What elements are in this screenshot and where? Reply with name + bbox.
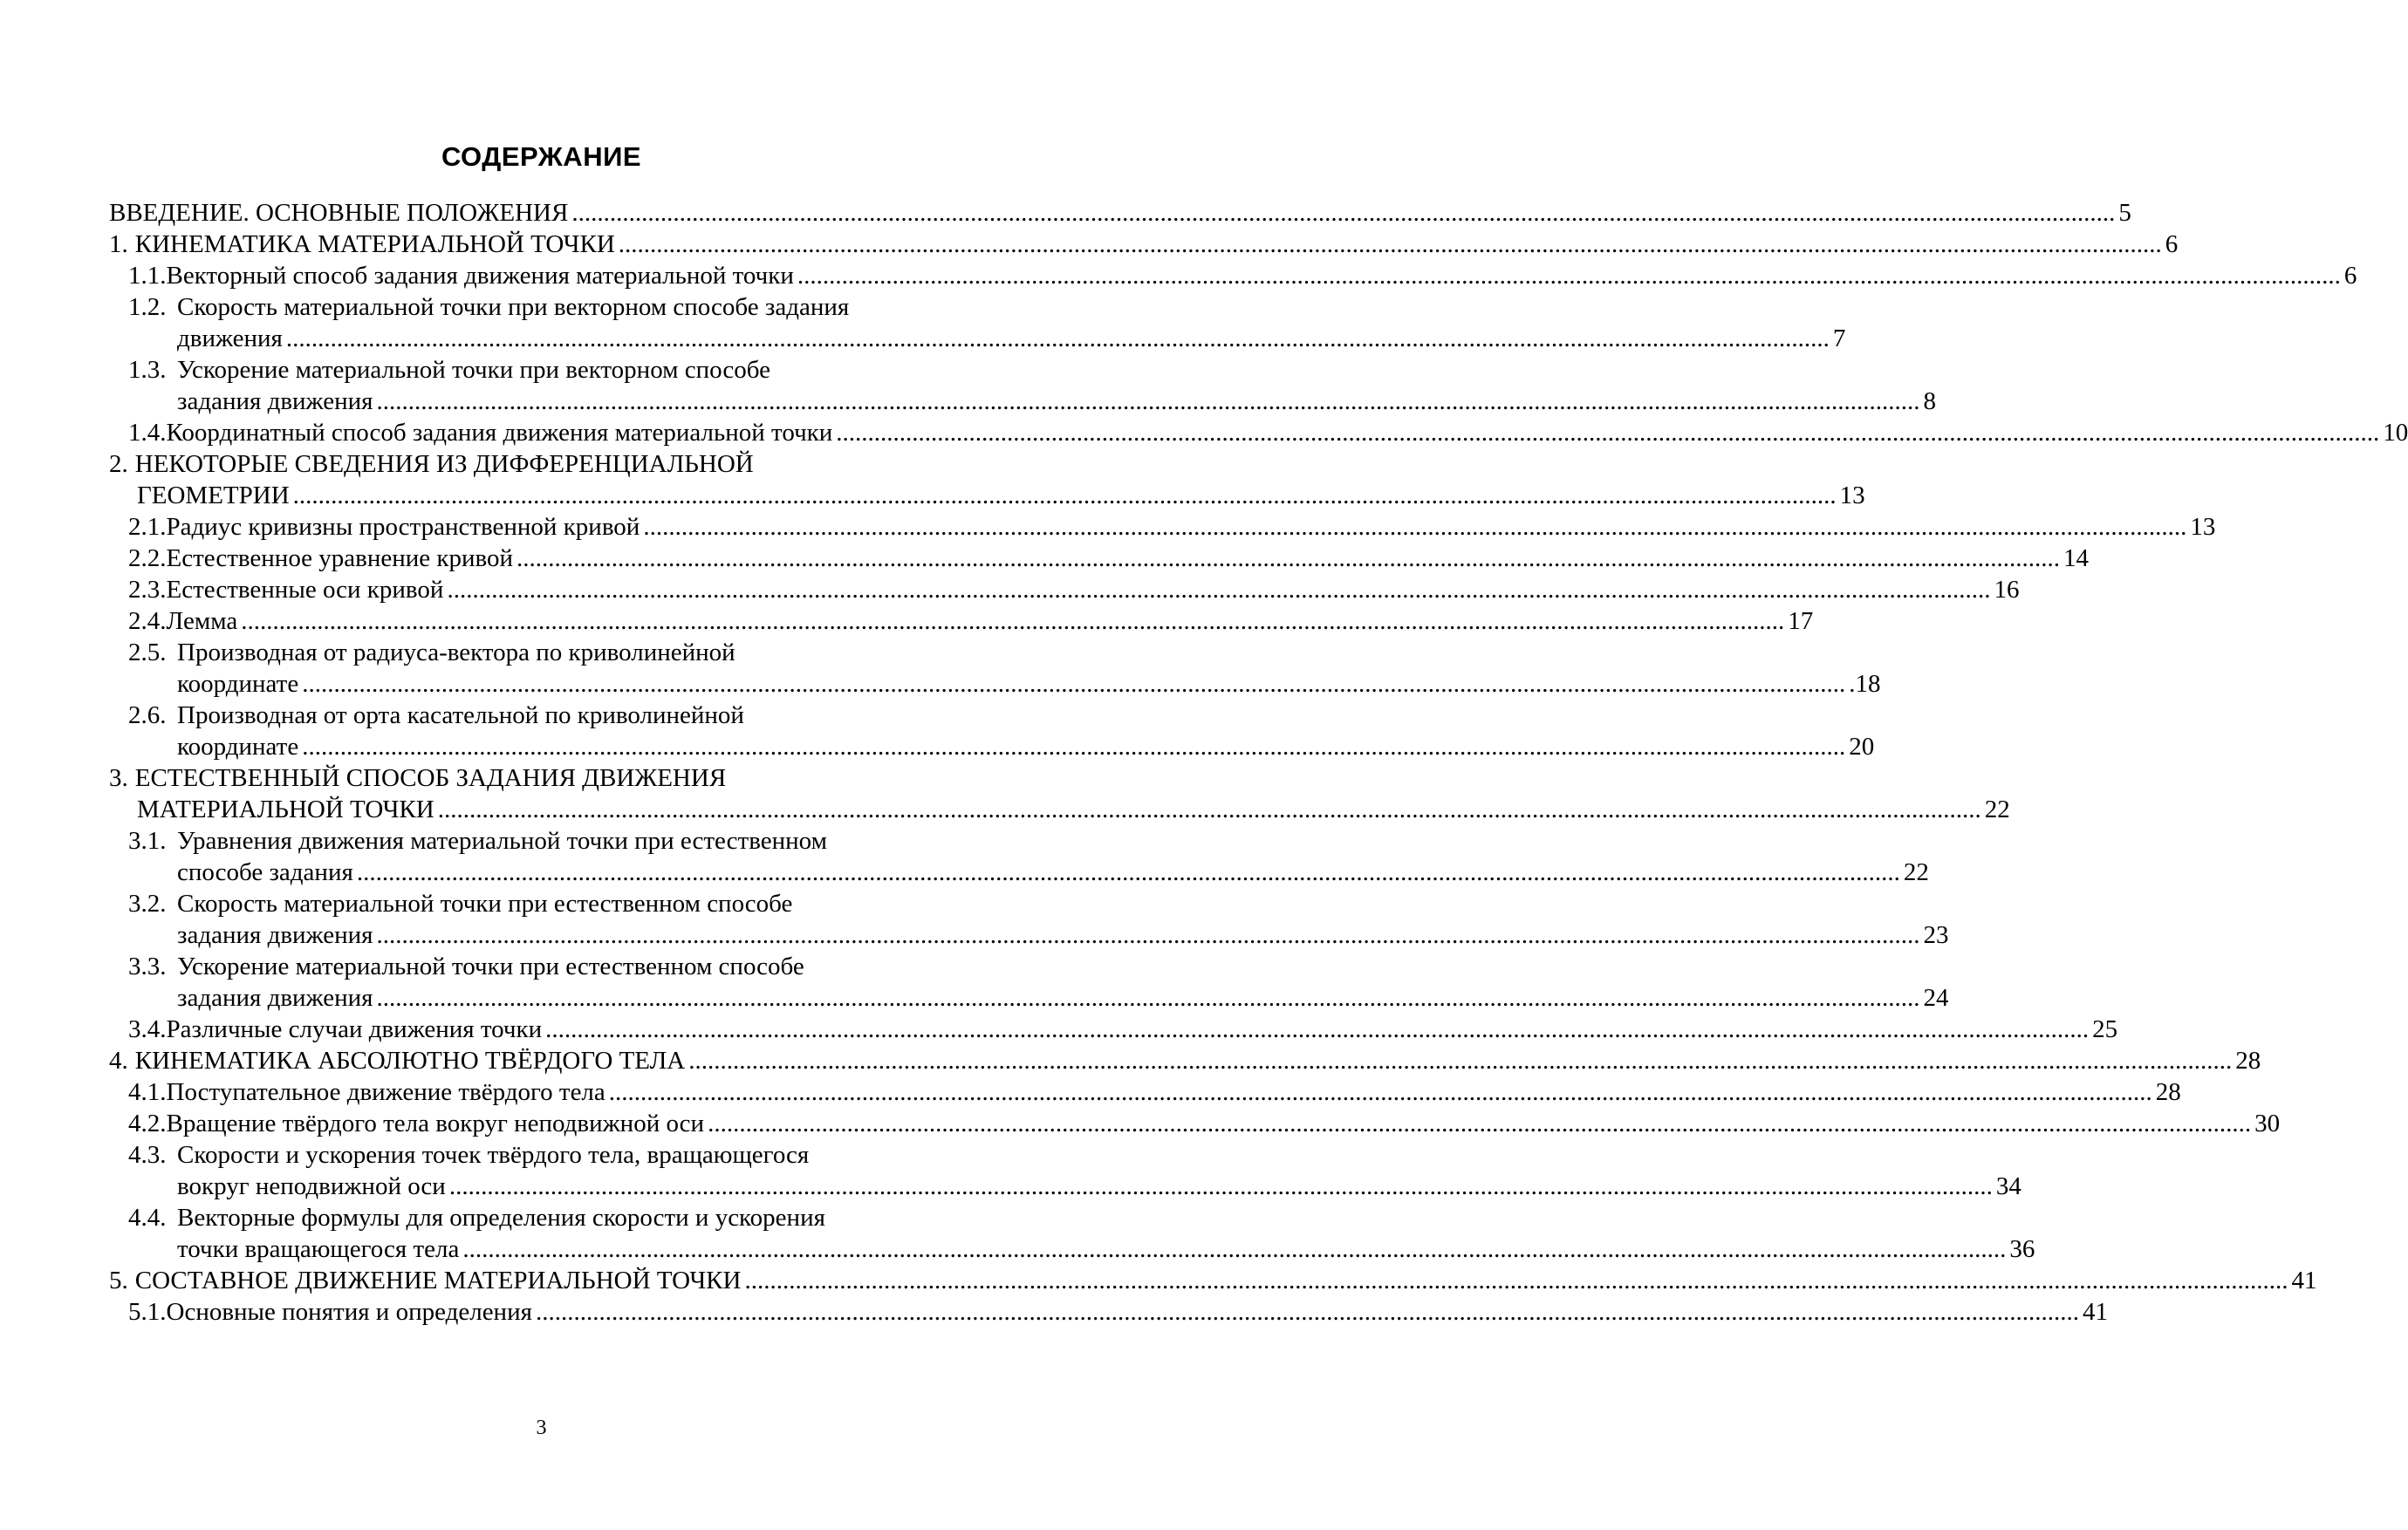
toc-page-number: 24	[1923, 984, 1949, 1012]
toc-entry-title: Производная от радиуса-вектора по криволинейной	[177, 639, 735, 666]
toc-line	[109, 762, 964, 794]
toc-line	[109, 825, 964, 857]
toc-page-number: 14	[2063, 544, 2090, 572]
dot-leader	[357, 857, 1900, 888]
toc-entry-number: 2.6.	[128, 701, 167, 729]
dot-leader	[545, 1014, 2089, 1045]
toc-line	[109, 1014, 2118, 1045]
toc-entry[interactable]	[109, 762, 2010, 825]
dot-leader	[688, 1045, 2232, 1076]
toc-line	[109, 1108, 2281, 1139]
toc-page-number: 8	[1923, 387, 1936, 415]
toc-page-number: 41	[2291, 1267, 2317, 1294]
toc-entry-title: СОСТАВНОЕ ДВИЖЕНИЕ МАТЕРИАЛЬНОЙ ТОЧКИ	[134, 1267, 742, 1294]
toc-entry[interactable]	[109, 637, 1881, 700]
toc-entry[interactable]	[109, 1014, 2118, 1045]
toc-entry[interactable]	[109, 1139, 2021, 1202]
toc-entry[interactable]	[109, 574, 2020, 605]
toc-line	[109, 511, 2216, 543]
dot-leader	[516, 543, 2060, 574]
toc-entry[interactable]	[109, 1045, 2261, 1076]
toc-entry[interactable]	[109, 354, 1936, 417]
toc-entry-title-continued: ГЕОМЕТРИИ	[137, 482, 290, 509]
toc-line	[109, 291, 964, 323]
toc-line	[109, 1139, 964, 1171]
toc-line-continuation	[109, 1233, 2035, 1265]
toc-line	[109, 260, 2357, 291]
toc-page-number: 20	[1849, 733, 1875, 761]
toc-entry[interactable]	[109, 511, 2216, 543]
toc-entry-number: 3.4.	[128, 1015, 167, 1043]
toc-page-number: 36	[2009, 1235, 2035, 1263]
toc-entry[interactable]	[109, 197, 2131, 229]
toc-entry-title: Векторный способ задания движения материальной точки	[166, 262, 794, 290]
toc-line-continuation	[109, 480, 1865, 511]
toc-page-number: 41	[2082, 1298, 2108, 1326]
toc-page-number: 6	[2343, 262, 2357, 290]
toc-page-number: 34	[1995, 1172, 2021, 1200]
toc-entry-number: 3.3.	[128, 953, 167, 980]
toc-entry-title: КИНЕМАТИКА АБСОЛЮТНО ТВЁРДОГО ТЕЛА	[134, 1047, 686, 1075]
toc-entry-title-continued: задания движения	[177, 387, 373, 415]
toc-entry[interactable]	[109, 700, 1875, 762]
toc-entry-title: Вращение твёрдого тела вокруг неподвижной оси	[166, 1110, 705, 1137]
toc-entry-number: 2.1.	[128, 513, 167, 541]
toc-entry[interactable]	[109, 1076, 2181, 1108]
toc-entry-number: 3.1.	[128, 827, 167, 855]
toc-entry-title: Скорость материальной точки при векторном способе задания	[177, 293, 850, 321]
toc-entry-title: Ускорение материальной точки при векторном способе	[177, 356, 770, 384]
toc-entry-number: 1.3.	[128, 356, 167, 384]
toc-line-continuation	[109, 323, 1846, 354]
toc-page-number: 22	[1984, 796, 2010, 823]
toc-page-number: 22	[1903, 858, 1929, 886]
dot-leader	[447, 574, 1990, 605]
toc-line-continuation	[109, 857, 1929, 888]
toc-entry[interactable]	[109, 825, 1929, 888]
toc-entry-title: Поступательное движение твёрдого тела	[166, 1078, 605, 1106]
dot-leader	[571, 197, 2115, 229]
toc-entry-number: 4.1.	[128, 1078, 167, 1106]
dot-leader	[438, 794, 1981, 825]
toc-entry-title: Координатный способ задания движения материальной точки	[166, 419, 833, 447]
toc-entry-title: Векторные формулы для определения скорости и ускорения	[177, 1204, 825, 1232]
toc-line-continuation	[109, 982, 1949, 1014]
dot-leader	[302, 731, 1845, 762]
toc-line	[109, 605, 1814, 637]
dot-leader	[462, 1233, 2006, 1265]
toc-entry-title: Скорость материальной точки при естественном способе	[177, 890, 793, 918]
toc-entry-title: ВВЕДЕНИЕ. ОСНОВНЫЕ ПОЛОЖЕНИЯ	[109, 199, 569, 227]
toc-entry-number: 1.2.	[128, 293, 167, 321]
toc-page-number: 16	[1994, 576, 2020, 604]
toc-entry-number: 4.2.	[128, 1110, 167, 1137]
toc-entry-title-continued: точки вращающегося тела	[177, 1235, 460, 1263]
dot-leader	[609, 1076, 2152, 1108]
toc-entry[interactable]	[109, 1265, 2317, 1296]
toc-entry-title: КИНЕМАТИКА МАТЕРИАЛЬНОЙ ТОЧКИ	[134, 230, 615, 258]
toc-page-number: 23	[1923, 921, 1949, 949]
dot-leader	[619, 229, 2162, 260]
toc-line-continuation	[109, 731, 1875, 762]
toc-line	[109, 229, 2179, 260]
toc-entry-title: Ускорение материальной точки при естественном способе	[177, 953, 804, 980]
toc-line	[109, 951, 964, 982]
toc-page-number: 7	[1832, 324, 1846, 352]
dot-leader	[744, 1265, 2288, 1296]
toc-entry-title-continued: задания движения	[177, 984, 373, 1012]
toc-entry[interactable]	[109, 260, 2357, 291]
toc-entry-title: Уравнения движения материальной точки при естественном	[177, 827, 827, 855]
toc-entry-title-continued: координате	[177, 733, 299, 761]
toc-entry-title: Естественные оси кривой	[166, 576, 444, 604]
toc-entry-title-continued: движения	[177, 324, 283, 352]
toc-line	[109, 637, 964, 668]
toc-line	[109, 700, 964, 731]
toc-line	[109, 448, 964, 480]
toc-entry-number: 4.	[109, 1047, 128, 1075]
toc-entry[interactable]	[109, 291, 1846, 354]
toc-line	[109, 354, 964, 386]
toc-entry[interactable]	[109, 1202, 2035, 1265]
toc-entry-number: 1.1.	[128, 262, 167, 290]
dot-leader	[536, 1296, 2079, 1328]
dot-leader	[643, 511, 2186, 543]
toc-entry-title: Основные понятия и определения	[166, 1298, 532, 1326]
toc-entry[interactable]	[109, 448, 1865, 511]
dot-leader	[797, 260, 2341, 291]
toc-line-continuation	[109, 1171, 2021, 1202]
page-title: СОДЕРЖАНИЕ	[441, 141, 642, 172]
toc-entry-number: 3.	[109, 764, 128, 792]
toc-line-continuation	[109, 919, 1949, 951]
dot-leader	[376, 919, 1919, 951]
dot-leader	[286, 323, 1830, 354]
toc-entry-number: 2.4.	[128, 607, 167, 635]
toc-entry-number: 3.2.	[128, 890, 167, 918]
toc-line	[109, 1265, 2317, 1296]
toc-line	[109, 1296, 2108, 1328]
toc-line	[109, 543, 2090, 574]
toc-page-number: .18	[1849, 670, 1881, 698]
toc-page-number: 13	[2190, 513, 2216, 541]
toc-page-number: 5	[2118, 199, 2131, 227]
toc-entry-number: 2.3.	[128, 576, 167, 604]
toc-entry-title: Производная от орта касательной по криволинейной	[177, 701, 744, 729]
toc-page-number: 30	[2254, 1110, 2281, 1137]
toc-entry-number: 5.	[109, 1267, 128, 1294]
toc-entry[interactable]	[109, 605, 1814, 637]
toc-line-continuation	[109, 794, 2010, 825]
dot-leader	[836, 417, 2379, 448]
toc-line-continuation	[109, 386, 1936, 417]
table-of-contents	[109, 197, 2408, 1328]
toc-entry-number: 4.3.	[128, 1141, 167, 1169]
toc-line	[109, 888, 964, 919]
toc-line	[109, 1202, 964, 1233]
toc-line	[109, 197, 2131, 229]
toc-entry[interactable]	[109, 1296, 2108, 1328]
toc-entry-title-continued: способе задания	[177, 858, 353, 886]
toc-entry-title-continued: вокруг неподвижной оси	[177, 1172, 446, 1200]
toc-line	[109, 417, 2408, 448]
toc-entry[interactable]	[109, 951, 1949, 1014]
toc-page-number: 13	[1839, 482, 1865, 509]
toc-entry-title: Естественное уравнение кривой	[166, 544, 514, 572]
toc-entry-title: НЕКОТОРЫЕ СВЕДЕНИЯ ИЗ ДИФФЕРЕНЦИАЛЬНОЙ	[134, 450, 754, 478]
toc-entry[interactable]	[109, 417, 2408, 448]
toc-entry-title-continued: задания движения	[177, 921, 373, 949]
dot-leader	[293, 480, 1837, 511]
toc-entry[interactable]	[109, 229, 2179, 260]
toc-page-number: 28	[2235, 1047, 2261, 1075]
toc-entry-title: ЕСТЕСТВЕННЫЙ СПОСОБ ЗАДАНИЯ ДВИЖЕНИЯ	[134, 764, 727, 792]
toc-entry-title: Скорости и ускорения точек твёрдого тела, вращающегося	[177, 1141, 810, 1169]
toc-line	[109, 574, 2020, 605]
toc-page-number: 17	[1788, 607, 1814, 635]
toc-page-number: 6	[2165, 230, 2179, 258]
toc-page-number: 10	[2383, 419, 2408, 447]
toc-line	[109, 1076, 2181, 1108]
page-number: 3	[536, 1417, 547, 1439]
toc-entry-number: 2.2.	[128, 544, 167, 572]
toc-page-number: 25	[2092, 1015, 2118, 1043]
toc-entry[interactable]	[109, 543, 2090, 574]
toc-entry-title: Различные случаи движения точки	[166, 1015, 543, 1043]
toc-entry-number: 2.5.	[128, 639, 167, 666]
toc-entry[interactable]	[109, 888, 1949, 951]
toc-line	[109, 1045, 2261, 1076]
toc-entry-title: Лемма	[166, 607, 238, 635]
dot-leader	[376, 982, 1919, 1014]
dot-leader	[376, 386, 1919, 417]
dot-leader	[449, 1171, 1993, 1202]
toc-page-number: 28	[2155, 1078, 2181, 1106]
dot-leader	[708, 1108, 2251, 1139]
toc-line-continuation	[109, 668, 1881, 700]
toc-entry-title-continued: МАТЕРИАЛЬНОЙ ТОЧКИ	[137, 796, 434, 823]
dot-leader	[241, 605, 1784, 637]
toc-entry-title: Радиус кривизны пространственной кривой	[166, 513, 640, 541]
toc-entry-number: 4.4.	[128, 1204, 167, 1232]
toc-entry-number: 5.1.	[128, 1298, 167, 1326]
toc-entry-number: 1.	[109, 230, 128, 258]
toc-entry-number: 2.	[109, 450, 128, 478]
dot-leader	[302, 668, 1845, 700]
toc-entry[interactable]	[109, 1108, 2281, 1139]
toc-entry-number: 1.4.	[128, 419, 167, 447]
toc-entry-title-continued: координате	[177, 670, 299, 698]
